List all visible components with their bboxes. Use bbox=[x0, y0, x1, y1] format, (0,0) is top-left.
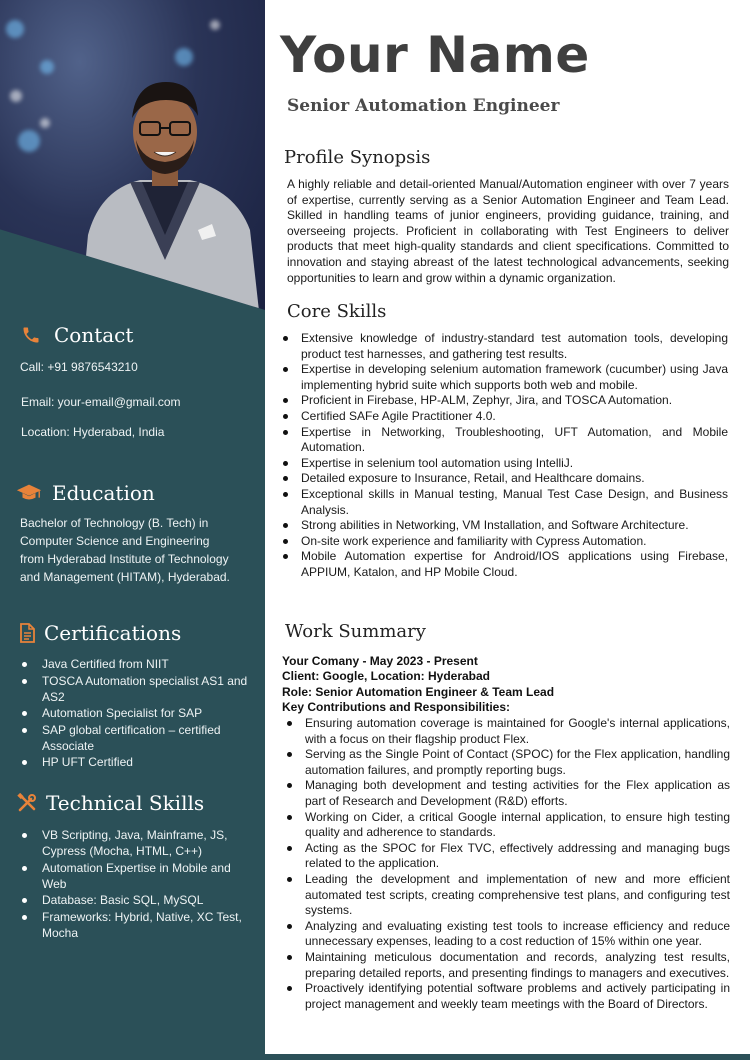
list-item: Strong abilities in Networking, VM Installation, and Software Architecture. bbox=[279, 518, 728, 534]
company-line: Your Comany - May 2023 - Present bbox=[282, 654, 478, 668]
contact-phone: Call: +91 9876543210 bbox=[20, 360, 138, 374]
bokeh-light bbox=[210, 20, 220, 30]
graduation-cap-icon bbox=[16, 480, 42, 506]
list-item: Acting as the SPOC for Flex TVC, effectively addressing and managing bugs related to the application. bbox=[283, 841, 730, 872]
list-item: Expertise in selenium tool automation using IntelliJ. bbox=[279, 456, 728, 472]
contributions-label: Key Contributions and Responsibilities: bbox=[282, 700, 511, 715]
document-icon bbox=[14, 620, 40, 646]
role-line: Role: Senior Automation Engineer & Team Lead bbox=[282, 684, 555, 699]
bokeh-light bbox=[40, 118, 50, 128]
bokeh-light bbox=[10, 90, 22, 102]
profile-heading: Profile Synopsis bbox=[284, 147, 431, 168]
list-item: Expertise in developing selenium automation framework (cucumber) using Java implementing hybrid suite which supports both web and mobile. bbox=[279, 362, 728, 393]
list-item: Mobile Automation expertise for Android/IOS applications using Firebase, APPIUM, Katalon, and HP Mobile Cloud. bbox=[279, 549, 728, 580]
client-line: Client: Google, Location: Hyderabad bbox=[282, 669, 491, 684]
list-item: Expertise in Networking, Troubleshooting, UFT Automation, and Mobile Automation. bbox=[279, 425, 728, 456]
list-item: Database: Basic SQL, MySQL bbox=[20, 892, 245, 908]
list-item: On-site work experience and familiarity with Cypress Automation. bbox=[279, 534, 728, 550]
bokeh-light bbox=[18, 130, 40, 152]
profile-photo bbox=[0, 0, 265, 310]
list-item: TOSCA Automation specialist AS1 and AS2 bbox=[20, 673, 250, 705]
core-skills-list bbox=[279, 331, 728, 581]
candidate-name: Your Name bbox=[280, 26, 590, 84]
list-item: Proficient in Firebase, HP-ALM, Zephyr, Jira, and TOSCA Automation. bbox=[279, 393, 728, 409]
bokeh-light bbox=[40, 60, 54, 74]
education-line: from Hyderabad Institute of Technology bbox=[20, 552, 229, 566]
education-header bbox=[16, 480, 265, 506]
contact-email: Email: your-email@gmail.com bbox=[21, 395, 181, 409]
certifications-header bbox=[14, 620, 265, 646]
list-item: Extensive knowledge of industry-standard test automation tools, developing product test harnesses, and gathering test results. bbox=[279, 331, 728, 362]
list-item: Managing both development and testing activities for the Flex application as part of Research and Development (R&D) efforts. bbox=[283, 778, 730, 809]
list-item: Java Certified from NIIT bbox=[20, 656, 250, 672]
list-item: Certified SAFe Agile Practitioner 4.0. bbox=[279, 409, 728, 425]
certifications-list bbox=[20, 656, 250, 771]
education-line: and Management (HITAM), Hyderabad. bbox=[20, 570, 230, 584]
contact-section bbox=[0, 322, 265, 439]
contact-location: Location: Hyderabad, India bbox=[21, 425, 165, 439]
job-title: Senior Automation Engineer bbox=[287, 96, 560, 116]
list-item: Automation Specialist for SAP bbox=[20, 705, 250, 721]
education-section bbox=[0, 480, 265, 584]
work-summary-heading: Work Summary bbox=[285, 621, 426, 642]
technical-skills-heading: Technical Skills bbox=[46, 791, 205, 815]
certifications-heading: Certifications bbox=[44, 621, 182, 645]
list-item: Frameworks: Hybrid, Native, XC Test, Mocha bbox=[20, 909, 245, 941]
list-item: Ensuring automation coverage is maintained for Google's internal applications, with a focus on their flagship product Flex. bbox=[283, 716, 730, 747]
contact-header bbox=[18, 322, 265, 348]
sidebar bbox=[0, 0, 265, 1060]
technical-skills-header bbox=[14, 790, 265, 816]
phone-icon bbox=[18, 322, 44, 348]
list-item: SAP global certification – certified Associate bbox=[20, 722, 250, 754]
bokeh-light bbox=[6, 20, 24, 38]
education-details bbox=[20, 514, 230, 586]
education-line: Computer Science and Engineering bbox=[20, 534, 210, 548]
work-meta bbox=[282, 654, 732, 716]
technical-skills-section bbox=[0, 790, 265, 940]
contact-heading: Contact bbox=[54, 323, 134, 347]
list-item: Leading the development and implementation of new and more efficient automated test scripts, creating comprehensive test plans, and configuring test systems. bbox=[283, 872, 730, 919]
list-item: Proactively identifying potential software problems and actively participating in project management and weekly team meetings with the Board of Directors. bbox=[283, 981, 730, 1012]
tools-icon bbox=[14, 790, 40, 816]
core-skills-heading: Core Skills bbox=[287, 301, 387, 322]
person-silhouette bbox=[70, 60, 260, 320]
profile-text: A highly reliable and detail-oriented Manual/Automation engineer with over 7 years of expertise, currently serving as a Senior Automation Engineer and Team Lead. Skilled in handling teams of junior engineers, providing guidance, training, and overseeing projects. Proficient in collaborating with Test Engineers to deliver products that meet high-quality standards and client specifications. Committed to innovation and staying abreast of the latest technological advancements, seeking opportunities to learn and grow within a dynamic organization. bbox=[287, 177, 729, 285]
list-item: Working on Cider, a critical Google internal application, to ensure high testing quality and adherence to standards. bbox=[283, 810, 730, 841]
education-line: Bachelor of Technology (B. Tech) in bbox=[20, 516, 209, 530]
education-heading: Education bbox=[52, 481, 155, 505]
list-item: Exceptional skills in Manual testing, Manual Test Case Design, and Business Analysis. bbox=[279, 487, 728, 518]
list-item: Serving as the Single Point of Contact (SPOC) for the Flex application, handling automation failures, and promptly reporting bugs. bbox=[283, 747, 730, 778]
work-contributions-list bbox=[283, 716, 730, 1012]
technical-skills-list bbox=[20, 827, 245, 941]
list-item: Detailed exposure to Insurance, Retail, and Healthcare domains. bbox=[279, 471, 728, 487]
certifications-section bbox=[0, 620, 265, 769]
list-item: Analyzing and evaluating existing test tools to increase efficiency and reduce unnecessary expenses, leading to a cost reduction of 15% within one year. bbox=[283, 919, 730, 950]
list-item: Maintaining meticulous documentation and records, analyzing test results, preparing detailed reports, and presenting findings to managers and executives. bbox=[283, 950, 730, 981]
list-item: HP UFT Certified bbox=[20, 754, 250, 770]
bottom-accent-bar bbox=[265, 1054, 750, 1060]
list-item: VB Scripting, Java, Mainframe, JS, Cypress (Mocha, HTML, C++) bbox=[20, 827, 245, 859]
list-item: Automation Expertise in Mobile and Web bbox=[20, 860, 245, 892]
